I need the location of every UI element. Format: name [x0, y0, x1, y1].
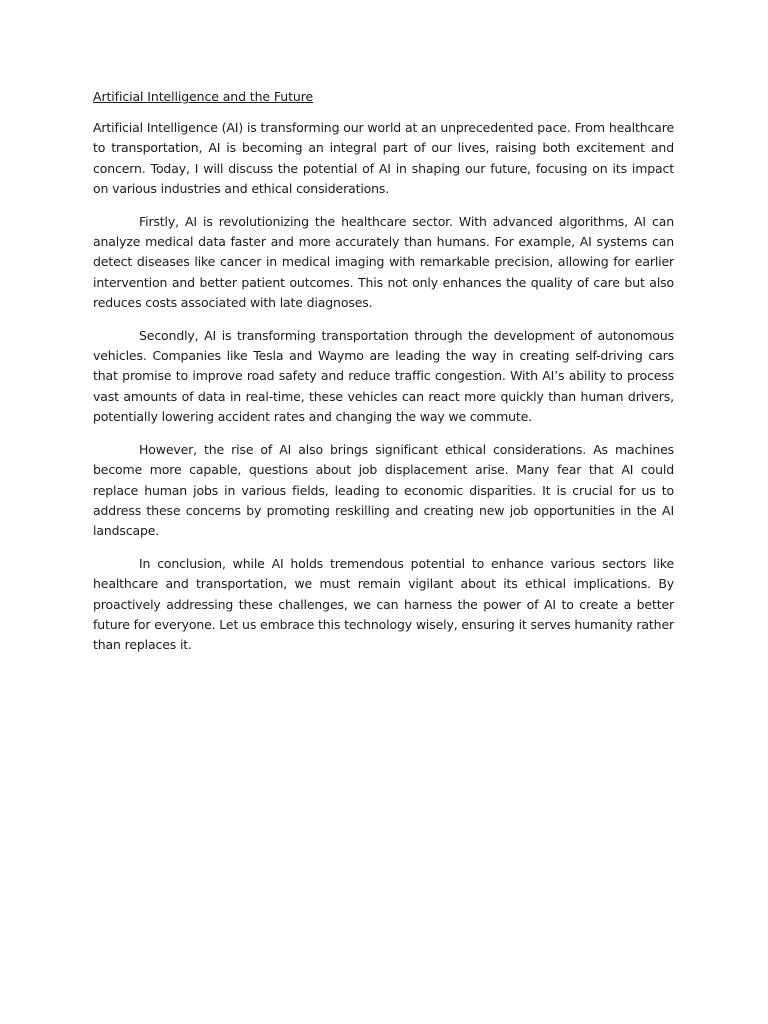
document-body — [93, 87, 674, 668]
paragraph-conclusion: In conclusion, while AI holds tremendous potential to enhance various sectors like healthcare and transportation, we must remain vigilant about its ethical implications. By proactively addressing these challenges, we can harness the power of AI to create a better future for everyone. Let us embrace this technology wisely, ensuring it serves humanity rather than replaces it. — [93, 555, 674, 653]
paragraph-intro: Artificial Intelligence (AI) is transforming our world at an unprecedented pace. From healthcare to transportation, AI is becoming an integral part of our lives, raising both excitement and concern. Today, I will discuss the potential of AI in shaping our future, focusing on its impact on various industries and ethical considerations. — [93, 120, 674, 197]
document-title: Artificial Intelligence and the Future — [93, 89, 314, 104]
paragraph-ethics: However, the rise of AI also brings significant ethical considerations. As machines become more capable, questions about job displacement arise. Many fear that AI could replace human jobs in various fields, leading to economic disparities. It is crucial for us to address these concerns by promoting reskilling and creating new job opportunities in the AI landscape. — [93, 441, 674, 539]
paragraph-transportation: Secondly, AI is transforming transportation through the development of autonomous vehicles. Companies like Tesla and Waymo are leading the way in creating self-driving cars that promise to improve road safety and reduce traffic congestion. With AI’s ability to process vast amounts of data in real-time, these vehicles can react more quickly than human drivers, potentially lowering accident rates and changing the way we commute. — [93, 327, 674, 425]
paragraph-healthcare: Firstly, AI is revolutionizing the healthcare sector. With advanced algorithms, AI can analyze medical data faster and more accurately than humans. For example, AI systems can detect diseases like cancer in medical imaging with remarkable precision, allowing for earlier intervention and better patient outcomes. This not only enhances the quality of care but also reduces costs associated with late diagnoses. — [93, 213, 674, 311]
